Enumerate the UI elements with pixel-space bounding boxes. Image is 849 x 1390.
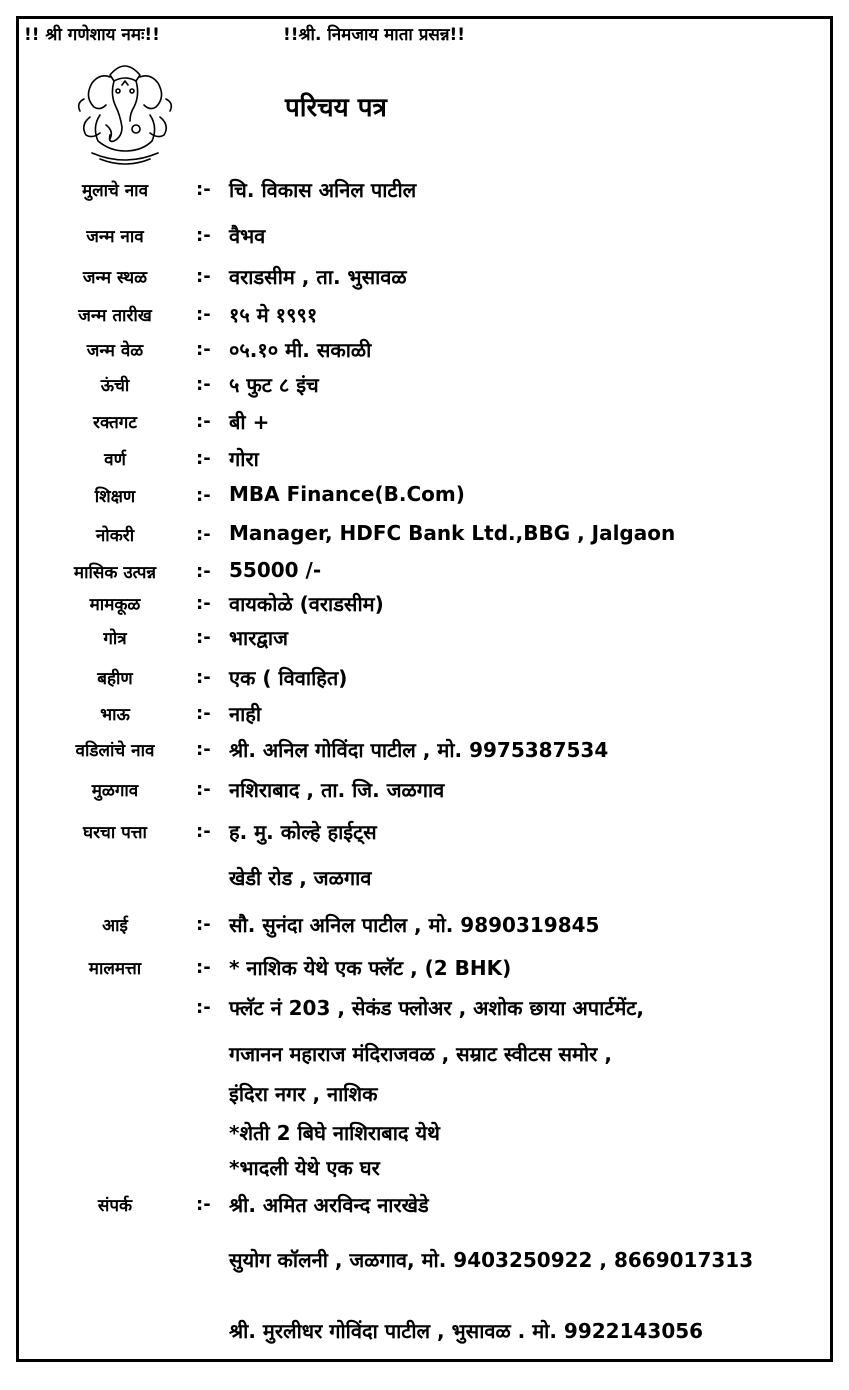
field-label: वर्ण — [104, 450, 126, 470]
field-label: रक्तगट — [93, 413, 137, 433]
field-value: भारद्वाज — [229, 626, 288, 650]
field-label: नोकरी — [95, 526, 135, 546]
field-label: जन्म स्थळ — [82, 268, 148, 288]
field-label: बहीण — [97, 669, 133, 689]
field-label: आई — [102, 916, 128, 936]
field-separator: :- — [196, 339, 211, 360]
page-title: परिचय पत्र — [285, 93, 387, 123]
ganesh-icon — [70, 55, 180, 170]
field-separator: :- — [196, 1194, 211, 1215]
field-separator: :- — [196, 779, 211, 800]
field-label: शिक्षण — [94, 487, 136, 507]
field-value: ०५.१० मी. सकाळी — [229, 338, 372, 362]
property-line: *शेती 2 बिघे नाशिराबाद येथे — [229, 1121, 440, 1145]
property-line: *भादली येथे एक घर — [229, 1156, 380, 1180]
field-separator: :- — [196, 304, 211, 325]
field-separator: :- — [196, 225, 211, 246]
field-value: श्री. अनिल गोविंदा पाटील , मो. 9975387534 — [229, 738, 609, 762]
field-label: वडिलांचे नाव — [75, 741, 155, 761]
field-value: गोरा — [229, 447, 259, 471]
field-separator: :- — [196, 179, 211, 200]
field-value: सौ. सुनंदा अनिल पाटील , मो. 9890319845 — [229, 913, 600, 937]
field-label: जन्म नाव — [86, 227, 144, 247]
field-value: वैभव — [229, 224, 266, 248]
field-separator: :- — [196, 821, 211, 842]
field-label: ऊंची — [100, 376, 130, 396]
field-label: मुलाचे नाव — [81, 181, 149, 201]
field-value: १५ मे १९९१ — [229, 303, 318, 327]
field-label: मामकूळ — [89, 595, 141, 615]
header-left-invocation: !! श्री गणेशाय नमः!! — [24, 25, 160, 45]
field-label: घरचा पत्ता — [83, 823, 147, 843]
contact-line: सुयोग कॉलनी , जळगाव, मो. 9403250922 , 8669017313 — [229, 1248, 754, 1272]
field-value: 55000 /- — [229, 558, 322, 582]
field-value: वराडसीम , ता. भुसावळ — [229, 265, 407, 289]
field-separator: :- — [196, 266, 211, 287]
field-value: चि. विकास अनिल पाटील — [229, 178, 417, 202]
contact-line: श्री. मुरलीधर गोविंदा पाटील , भुसावळ . मो. 9922143056 — [229, 1319, 704, 1343]
field-label: भाऊ — [100, 705, 130, 725]
field-separator: :- — [196, 561, 211, 582]
field-separator: :- — [196, 374, 211, 395]
field-separator: :- — [196, 448, 211, 469]
field-separator: :- — [196, 997, 211, 1018]
field-label: मुळगाव — [91, 781, 139, 801]
field-label: गोत्र — [103, 629, 127, 649]
field-separator: :- — [196, 524, 211, 545]
field-value: एक ( विवाहित) — [229, 666, 348, 690]
field-separator: :- — [196, 703, 211, 724]
field-separator: :- — [196, 411, 211, 432]
field-value: ५ फुट ८ इंच — [229, 373, 319, 397]
field-value: Manager, HDFC Bank Ltd.,BBG , Jalgaon — [229, 521, 676, 545]
field-separator: :- — [196, 593, 211, 614]
field-separator: :- — [196, 667, 211, 688]
field-value: MBA Finance(B.Com) — [229, 482, 465, 506]
header-right-invocation: !!श्री. निमजाय माता प्रसन्न!! — [283, 25, 466, 45]
property-line: फ्लॅट नं 203 , सेकंड फ्लोअर , अशोक छाया अपार्टमेंट, — [229, 996, 644, 1020]
property-line: गजानन महाराज मंदिराजवळ , सम्राट स्वीटस समोर , — [229, 1042, 612, 1066]
property-line: * नाशिक येथे एक फ्लॅट , (2 BHK) — [229, 956, 512, 980]
field-value: नाही — [229, 702, 262, 726]
field-value: नशिराबाद , ता. जि. जळगाव — [229, 778, 445, 802]
field-label: जन्म वेळ — [86, 341, 144, 361]
field-value: वायकोळे (वराडसीम) — [229, 592, 384, 616]
document-border — [16, 16, 833, 1362]
field-separator: :- — [196, 627, 211, 648]
field-label: मासिक उत्पन्न — [73, 563, 157, 583]
field-separator: :- — [196, 957, 211, 978]
field-label: मालमत्ता — [88, 959, 142, 979]
property-line: इंदिरा नगर , नाशिक — [229, 1082, 378, 1106]
address-line: ह. मु. कोल्हे हाईट्स — [229, 820, 377, 844]
field-separator: :- — [196, 485, 211, 506]
address-line: खेडी रोड , जळगाव — [229, 866, 372, 890]
field-value: बी + — [229, 410, 270, 434]
field-label: संपर्क — [97, 1196, 133, 1216]
field-separator: :- — [196, 739, 211, 760]
field-label: जन्म तारीख — [78, 306, 152, 326]
field-separator: :- — [196, 914, 211, 935]
contact-line: श्री. अमित अरविन्द नारखेडे — [229, 1193, 429, 1217]
